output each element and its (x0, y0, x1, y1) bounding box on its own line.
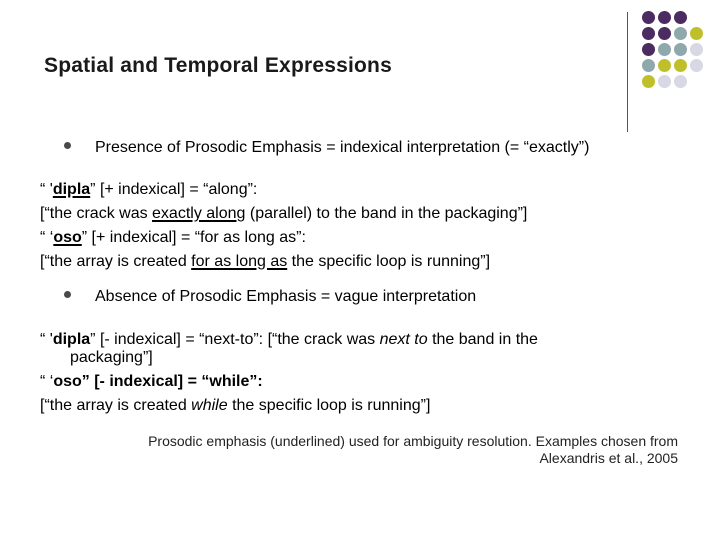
bullet-presence-emphasis (64, 139, 589, 157)
keyword: dipla (52, 331, 91, 348)
slide-title: Spatial and Temporal Expressions (44, 54, 392, 77)
bullet-text: Presence of Prosodic Emphasis = indexical interpretation (= “exactly”) (95, 139, 590, 156)
example-line: [“the array is created while the specific loop is running”] (40, 397, 431, 414)
decorative-dot (674, 43, 687, 56)
footnote-line: Prosodic emphasis (underlined) used for ambiguity resolution. Examples chosen from (148, 433, 678, 449)
bullet-absence-emphasis (64, 288, 476, 306)
decorative-dot (674, 11, 687, 24)
decorative-dot (674, 27, 687, 40)
footnote (58, 433, 678, 467)
example-line: [“the array is created for as long as the specific loop is running”] (40, 253, 491, 270)
decorative-dot (690, 59, 703, 72)
example-line: packaging”] (70, 349, 153, 366)
examples-vague (40, 328, 538, 418)
emphasized-phrase: for as long as (191, 253, 288, 270)
examples-indexical (40, 178, 527, 274)
italic-phrase: while (191, 397, 228, 414)
decorative-dot (658, 11, 671, 24)
example-line: “ ‘oso” [+ indexical] = “for as long as”: (40, 229, 306, 246)
footnote-line: Alexandris et al., 2005 (539, 450, 678, 466)
decorative-dot (642, 11, 655, 24)
example-line: “ 'dipla” [- indexical] = “next-to”: [“the crack was next to the band in the (40, 331, 538, 348)
decorative-dot (674, 75, 687, 88)
decorative-dot (642, 59, 655, 72)
decorative-dot (658, 43, 671, 56)
example-line: [“the crack was exactly along (parallel) to the band in the packaging”] (40, 205, 528, 222)
decorative-dot (658, 59, 671, 72)
example-line: “ 'dipla” [+ indexical] = “along”: (40, 181, 258, 198)
decorative-dot (642, 75, 655, 88)
emphasized-word: oso (53, 229, 82, 246)
bullet-dot-icon (64, 291, 71, 298)
decorative-dot (674, 59, 687, 72)
example-line: “ ‘oso” [- indexical] = “while”: (40, 373, 263, 390)
emphasized-word: dipla (52, 181, 91, 198)
decorative-dot (658, 75, 671, 88)
decorative-dot (642, 27, 655, 40)
keyword: oso (53, 373, 82, 390)
decorative-dot (658, 27, 671, 40)
decorative-dot (642, 43, 655, 56)
bullet-text: Absence of Prosodic Emphasis = vague interpretation (95, 288, 477, 305)
bullet-dot-icon (64, 142, 71, 149)
italic-phrase: next to (379, 331, 428, 348)
decorative-dot (690, 43, 703, 56)
decorative-dot (690, 27, 703, 40)
emphasized-phrase: exactly along (152, 205, 246, 222)
